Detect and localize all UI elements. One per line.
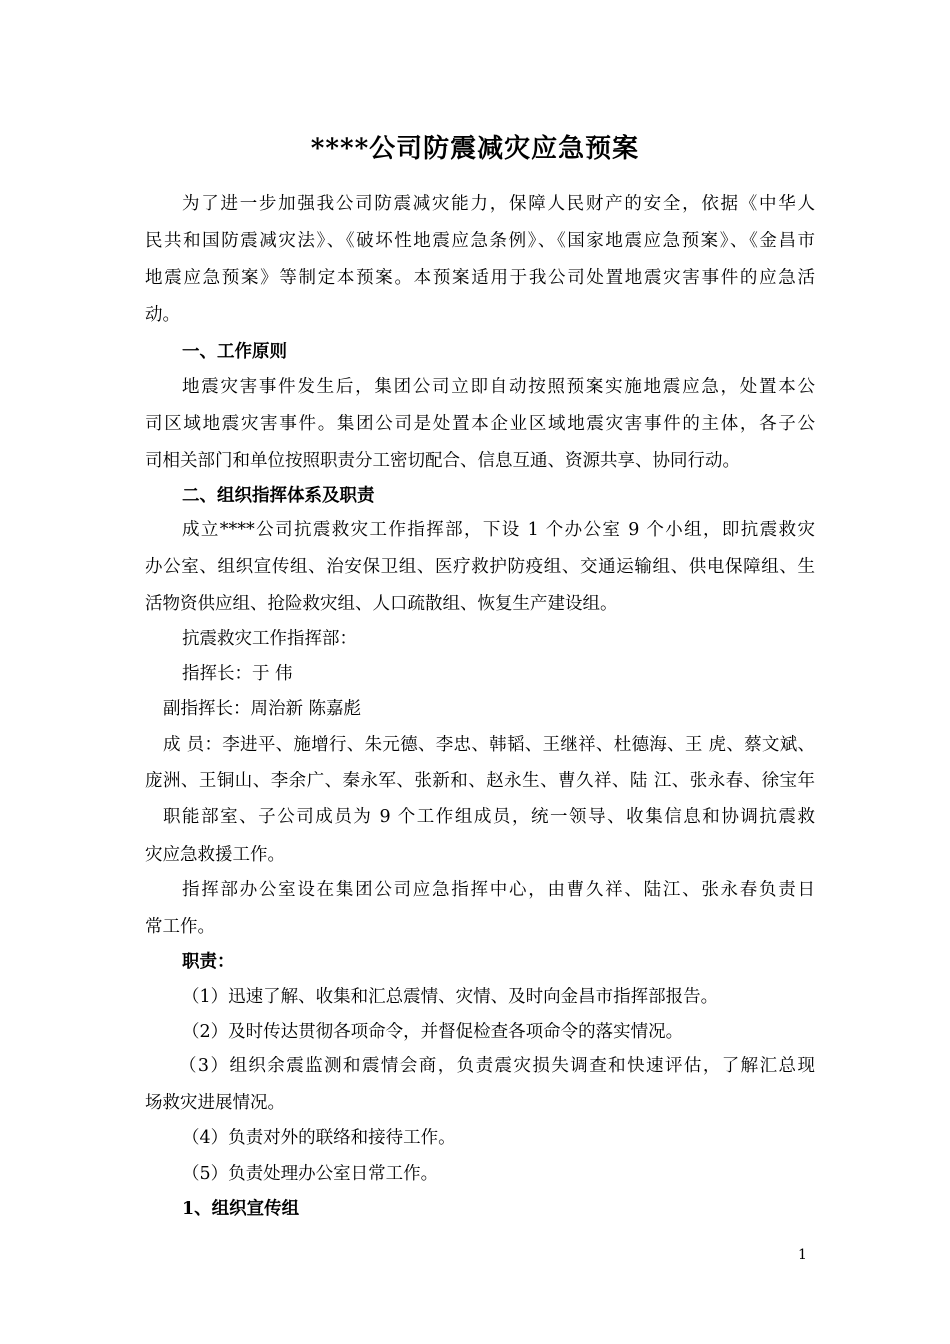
- section2-heading: 二、组织指挥体系及职责: [182, 486, 375, 506]
- commander: 指挥长：于 伟: [182, 664, 293, 684]
- office-line: 常工作。: [145, 917, 215, 937]
- intro-line: 动。: [145, 305, 180, 325]
- members-note-line: 职能部室、子公司成员为 9 个工作组成员，统一领导、收集信息和协调抗震救: [163, 807, 815, 827]
- members-note-line: 灾应急救援工作。: [145, 845, 285, 865]
- duty-item: （2）及时传达贯彻各项命令，并督促检查各项命令的落实情况。: [182, 1022, 684, 1042]
- duty-item: （1）迅速了解、收集和汇总震情、灾情、及时向金昌市指挥部报告。: [182, 987, 719, 1007]
- group1-heading: 1、组织宣传组: [182, 1199, 300, 1219]
- members-line: 成 员：李进平、施增行、朱元德、李忠、韩韬、王继祥、杜德海、王 虎、蔡文斌、: [163, 735, 815, 755]
- duty-item: （3）组织余震监测和震情会商，负责震灾损失调查和快速评估，了解汇总现: [179, 1056, 815, 1076]
- duties-heading: 职责：: [182, 952, 235, 972]
- section1-line: 司相关部门和单位按照职责分工密切配合、信息互通、资源共享、协同行动。: [145, 451, 740, 471]
- duty-item: （4）负责对外的联络和接待工作。: [182, 1128, 456, 1148]
- document-title: ****公司防震减灾应急预案: [310, 134, 640, 164]
- intro-line: 地震应急预案》等制定本预案。本预案适用于我公司处置地震灾害事件的应急活: [145, 268, 815, 288]
- members-line: 庞洲、王铜山、李余广、秦永军、张新和、赵永生、曹久祥、陆 江、张永春、徐宝年: [145, 771, 815, 791]
- office-line: 指挥部办公室设在集团公司应急指挥中心，由曹久祥、陆江、张永春负责日: [182, 880, 815, 900]
- section2-line: 活物资供应组、抢险救灾组、人口疏散组、恢复生产建设组。: [145, 594, 618, 614]
- section1-line: 司区域地震灾害事件。集团公司是处置本企业区域地震灾害事件的主体，各子公: [145, 414, 815, 434]
- page-number: 1: [798, 1247, 807, 1263]
- intro-line: 为了进一步加强我公司防震减灾能力，保障人民财产的安全，依据《中华人: [182, 194, 815, 214]
- duty-item: 场救灾进展情况。: [145, 1093, 285, 1113]
- section2-line: 成立****公司抗震救灾工作指挥部，下设 1 个办公室 9 个小组，即抗震救灾: [182, 520, 815, 540]
- section1-heading: 一、工作原则: [182, 342, 287, 362]
- deputy-commander: 副指挥长：周治新 陈嘉彪: [163, 699, 362, 719]
- section2-line: 办公室、组织宣传组、治安保卫组、医疗救护防疫组、交通运输组、供电保障组、生: [145, 557, 815, 577]
- intro-line: 民共和国防震减灾法》、《破坏性地震应急条例》、《国家地震应急预案》、《金昌市: [145, 231, 815, 251]
- duty-item: （5）负责处理办公室日常工作。: [182, 1164, 439, 1184]
- section1-line: 地震灾害事件发生后，集团公司立即自动按照预案实施地震应急，处置本公: [182, 377, 815, 397]
- hq-label: 抗震救灾工作指挥部：: [182, 629, 357, 649]
